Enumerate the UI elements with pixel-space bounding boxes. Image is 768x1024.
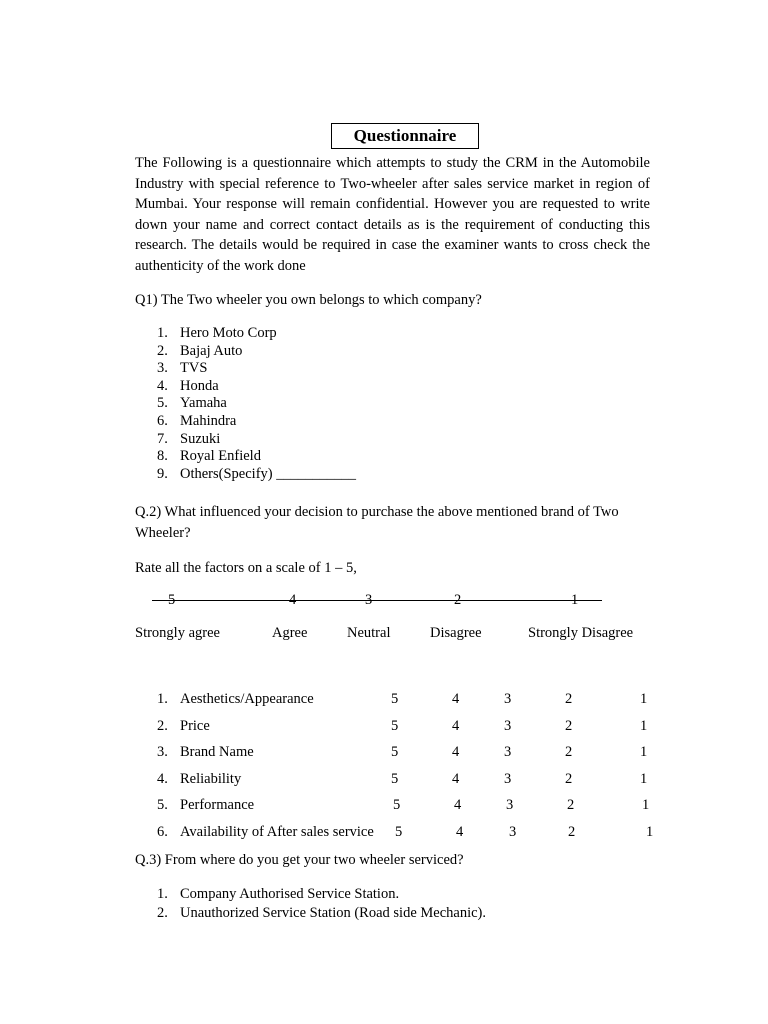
list-item bbox=[157, 466, 356, 484]
question-3: Q.3) From where do you get your two wheeler serviced? bbox=[135, 852, 464, 868]
list-number: 6. bbox=[157, 823, 168, 840]
question-1: Q1) The Two wheeler you own belongs to which company? bbox=[135, 292, 482, 308]
scale-label: Agree bbox=[272, 625, 308, 641]
option-label: Royal Enfield bbox=[180, 448, 261, 465]
scale-number: 3 bbox=[365, 592, 373, 608]
rating-value: 4 bbox=[454, 797, 462, 813]
rating-value: 3 bbox=[504, 744, 512, 760]
list-number: 2. bbox=[157, 342, 168, 359]
rating-value: 3 bbox=[504, 717, 512, 734]
rating-value: 3 bbox=[504, 770, 512, 787]
option-label: Mahindra bbox=[180, 412, 237, 429]
factor-row bbox=[157, 822, 657, 849]
rating-value: 4 bbox=[456, 823, 464, 840]
list-number: 5. bbox=[157, 797, 168, 813]
list-number: 5. bbox=[157, 395, 168, 412]
rating-value: 4 bbox=[452, 717, 460, 734]
factor-rating-list bbox=[157, 689, 657, 848]
scale-number: 4 bbox=[289, 592, 297, 608]
rating-value: 2 bbox=[565, 770, 573, 787]
list-number: 2. bbox=[157, 905, 168, 921]
scale-number: 2 bbox=[454, 592, 462, 608]
list-number: 2. bbox=[157, 717, 168, 734]
rating-value: 1 bbox=[640, 770, 648, 787]
scale-label: Strongly Disagree bbox=[528, 625, 634, 641]
option-label: Bajaj Auto bbox=[180, 342, 243, 359]
option-label: Unauthorized Service Station (Road side Mechanic). bbox=[180, 905, 487, 921]
rating-value: 1 bbox=[640, 744, 648, 760]
list-item bbox=[157, 395, 356, 413]
rating-value: 2 bbox=[565, 717, 573, 734]
rating-value: 5 bbox=[393, 797, 401, 813]
rating-value: 2 bbox=[565, 744, 573, 760]
factor-name: Price bbox=[180, 717, 210, 734]
rating-value: 1 bbox=[640, 717, 648, 734]
factor-name: Availability of After sales service bbox=[180, 823, 374, 840]
list-number: 8. bbox=[157, 448, 168, 465]
list-number: 1. bbox=[157, 886, 168, 902]
rating-value: 2 bbox=[565, 691, 573, 707]
list-item bbox=[157, 343, 356, 361]
option-label: Hero Moto Corp bbox=[180, 325, 277, 341]
factor-row bbox=[157, 716, 657, 743]
rating-instruction: Rate all the factors on a scale of 1 – 5, bbox=[135, 560, 357, 576]
rating-value: 3 bbox=[506, 797, 514, 813]
list-number: 3. bbox=[157, 360, 168, 377]
rating-value: 4 bbox=[452, 691, 460, 707]
factor-row bbox=[157, 689, 657, 716]
rating-value: 5 bbox=[391, 717, 399, 734]
question-2: Q.2) What influenced your decision to purchase the above mentioned brand of Two Wheeler? bbox=[135, 504, 619, 541]
list-item bbox=[157, 413, 356, 431]
scale-label: Neutral bbox=[347, 625, 391, 641]
list-number: 1. bbox=[157, 325, 168, 341]
rating-value: 5 bbox=[395, 823, 403, 840]
rating-value: 1 bbox=[642, 797, 650, 813]
list-item bbox=[157, 378, 356, 396]
factor-row bbox=[157, 769, 657, 796]
list-number: 7. bbox=[157, 430, 168, 447]
rating-value: 4 bbox=[452, 744, 460, 760]
rating-value: 2 bbox=[568, 823, 576, 840]
list-number: 4. bbox=[157, 770, 168, 787]
list-item bbox=[157, 885, 486, 904]
scale-number: 1 bbox=[571, 592, 579, 608]
option-label: Company Authorised Service Station. bbox=[180, 886, 400, 902]
factor-name: Aesthetics/Appearance bbox=[180, 691, 314, 707]
scale-label: Strongly agree bbox=[135, 625, 220, 641]
factor-name: Performance bbox=[180, 797, 255, 813]
rating-value: 5 bbox=[391, 744, 399, 760]
rating-value: 5 bbox=[391, 691, 399, 707]
option-label: TVS bbox=[180, 360, 208, 377]
page-title: Questionnaire bbox=[331, 123, 479, 149]
rating-value: 1 bbox=[646, 823, 654, 840]
option-label: Suzuki bbox=[180, 430, 221, 447]
rating-value: 3 bbox=[509, 823, 517, 840]
list-number: 9. bbox=[157, 465, 168, 482]
factor-name: Reliability bbox=[180, 770, 242, 787]
rating-value: 2 bbox=[567, 797, 575, 813]
list-item bbox=[157, 431, 356, 449]
rating-value: 1 bbox=[640, 691, 648, 707]
option-label: Others(Specify) ___________ bbox=[180, 465, 356, 482]
factor-row bbox=[157, 742, 657, 769]
factor-row bbox=[157, 795, 657, 822]
scale-label: Disagree bbox=[430, 625, 482, 641]
option-label: Yamaha bbox=[180, 395, 227, 412]
question-1-options bbox=[157, 325, 356, 483]
list-number: 1. bbox=[157, 691, 168, 707]
list-number: 3. bbox=[157, 744, 168, 760]
scale-line bbox=[152, 600, 602, 601]
list-item bbox=[157, 904, 486, 923]
rating-value: 4 bbox=[452, 770, 460, 787]
list-item bbox=[157, 448, 356, 466]
rating-value: 5 bbox=[391, 770, 399, 787]
list-item bbox=[157, 325, 356, 343]
list-number: 4. bbox=[157, 377, 168, 394]
intro-paragraph: The Following is a questionnaire which attempts to study the CRM in the Automobile Industry with special reference to Two-wheeler after sales service market in region of Mumbai. Your response will remain confidential. However you are requested to write down your name and correct contact details as is the requirement of conducting this research. The details would be required in case the examiner wants to cross check the authenticity of the work done bbox=[135, 155, 650, 274]
rating-value: 3 bbox=[504, 691, 512, 707]
option-label: Honda bbox=[180, 377, 219, 394]
scale-number: 5 bbox=[168, 592, 176, 608]
list-item bbox=[157, 360, 356, 378]
list-number: 6. bbox=[157, 412, 168, 429]
factor-name: Brand Name bbox=[180, 744, 254, 760]
question-3-options bbox=[157, 885, 486, 923]
